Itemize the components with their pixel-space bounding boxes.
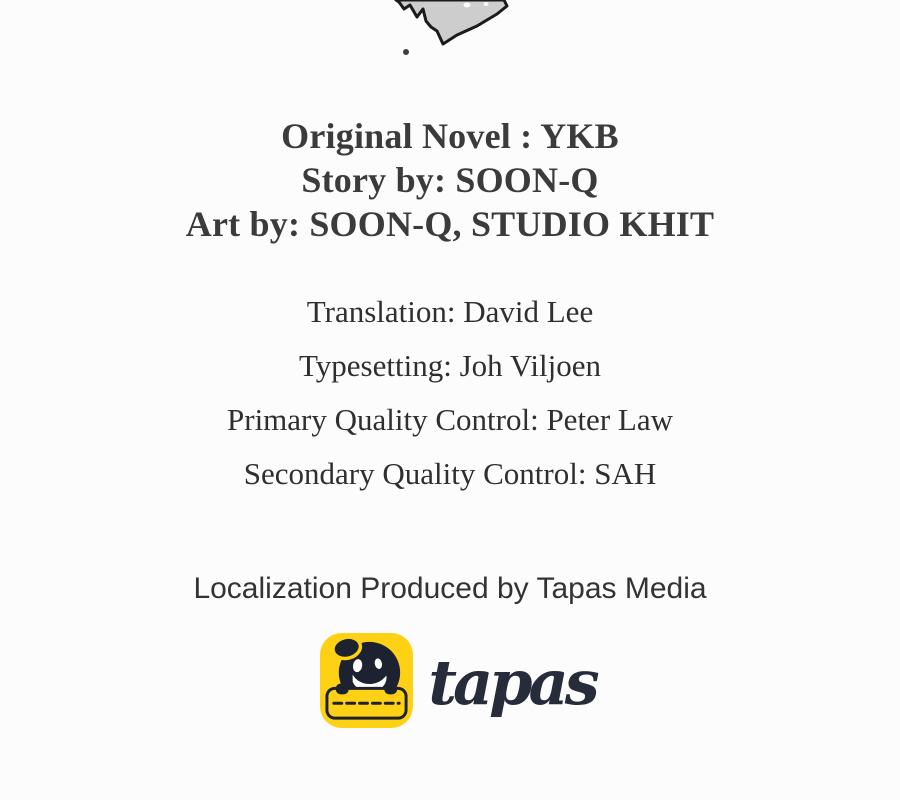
credit-line-story-by: Story by: SOON-Q: [301, 160, 599, 200]
credit-line-primary-qc: Primary Quality Control: Peter Law: [227, 402, 673, 437]
credit-line-typesetting: Typesetting: Joh Viljoen: [299, 348, 601, 383]
credits-staff-block: [0, 285, 900, 501]
mascot-left-hand: [336, 683, 349, 694]
credit-line-secondary-qc: Secondary Quality Control: SAH: [243, 456, 657, 491]
tapas-wordmark-text: tapas: [428, 646, 596, 719]
credits-main-block: [0, 114, 900, 246]
debris-dot: [403, 49, 409, 55]
credit-line-original-novel: Original Novel : YKB: [281, 116, 619, 156]
tapas-mascot-icon: [320, 633, 413, 728]
mascot-right-hand: [384, 683, 397, 694]
torn-artwork-fragment: [378, 0, 512, 62]
tapas-wordmark: [425, 630, 600, 730]
tapas-logo: [320, 630, 600, 730]
credit-line-translation: Translation: David Lee: [306, 294, 594, 329]
credit-line-art-by: Art by: SOON-Q, STUDIO KHIT: [185, 204, 715, 244]
torn-artwork-fragment-graphic: [378, 0, 512, 62]
localization-credit-line: Localization Produced by Tapas Media: [193, 572, 707, 605]
